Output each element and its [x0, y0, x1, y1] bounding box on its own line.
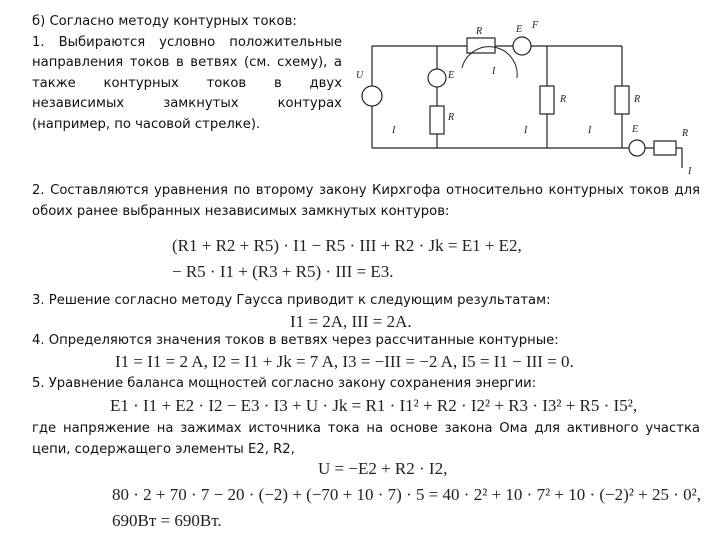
equation-8: 690Вт = 690Вт. [112, 511, 222, 530]
equation-3: I1 = 2A, III = 2A. [290, 312, 412, 331]
step-2-text: 2. Составляются уравнения по второму закону Кирхгофа относительно контурных токов для обоих ранее выбранных независимых замкнутых контуров: [32, 183, 700, 219]
step-4-text: 4. Определяются значения токов в ветвях через рассчитанные контурные: [32, 333, 559, 348]
label-i3: I [588, 125, 592, 136]
equation-5: E1 · I1 + E2 · I2 − E3 · I3 + U · Jk = R1 · I1² + R2 · I2² + R3 · I3² + R5 · I5², [110, 396, 638, 415]
label-r2: R [448, 112, 455, 123]
resistor-r4 [654, 141, 676, 155]
label-i2: I [392, 125, 396, 136]
intro-heading: б) Согласно методу контурных токов: [32, 14, 297, 29]
label-u: U [356, 70, 364, 81]
equation-2: − R5 · I1 + (R3 + R5) · III = E3. [172, 262, 394, 281]
source-e2 [428, 69, 446, 87]
equation-6: U = −E2 + R2 · I2, [318, 459, 448, 478]
intro-text [32, 12, 342, 136]
resistor-r1 [467, 38, 495, 53]
equation-4: I1 = I1 = 2 A, I2 = I1 + Jk = 7 A, I3 = −III = −2 A, I5 = I1 − III = 0. [115, 352, 574, 371]
resistor-r5b [615, 86, 629, 114]
label-e4: E [632, 124, 639, 135]
equation-7: 80 · 2 + 70 · 7 − 20 · (−2) + (−70 + 10 · 7) · 5 = 40 · 2² + 10 · 7² + 10 · (−2)² + 25 · 0², [112, 485, 702, 504]
label-e2: E [448, 70, 455, 81]
where-text: где напряжение на зажимах источника тока на основе закона Ома для активного участка цепи, содержащего элементы E2, R2, [32, 421, 700, 457]
circuit-diagram [352, 8, 712, 180]
intro-step-1: 1. Выбираются условно положительные направления токов в ветвях (см. схему), а также контурных токов в двух независимых замкнутых контурах (например, по часовой стрелке). [32, 34, 342, 132]
label-r4: R [682, 128, 689, 139]
label-f1: F [532, 20, 539, 31]
label-r5a: R [560, 94, 567, 105]
label-r: R [476, 26, 483, 37]
label-i4: I [688, 166, 692, 177]
resistor-r5a [540, 86, 554, 114]
step-5-text: 5. Уравнение баланса мощностей согласно закону сохранения энергии: [32, 376, 537, 391]
step-3-text: 3. Решение согласно методу Гаусса приводит к следующим результатам: [32, 293, 551, 308]
resistor-r2 [430, 106, 444, 134]
label-r5b: R [634, 94, 641, 105]
label-e1: E [516, 24, 523, 35]
label-i5: I [524, 125, 528, 136]
source-e1 [513, 37, 531, 55]
current-source-jk [362, 86, 382, 106]
equation-1: (R1 + R2 + R5) · I1 − R5 · III + R2 · Jk = E1 + E2, [172, 236, 522, 255]
label-i1: I [492, 66, 496, 77]
source-e4 [629, 140, 645, 156]
